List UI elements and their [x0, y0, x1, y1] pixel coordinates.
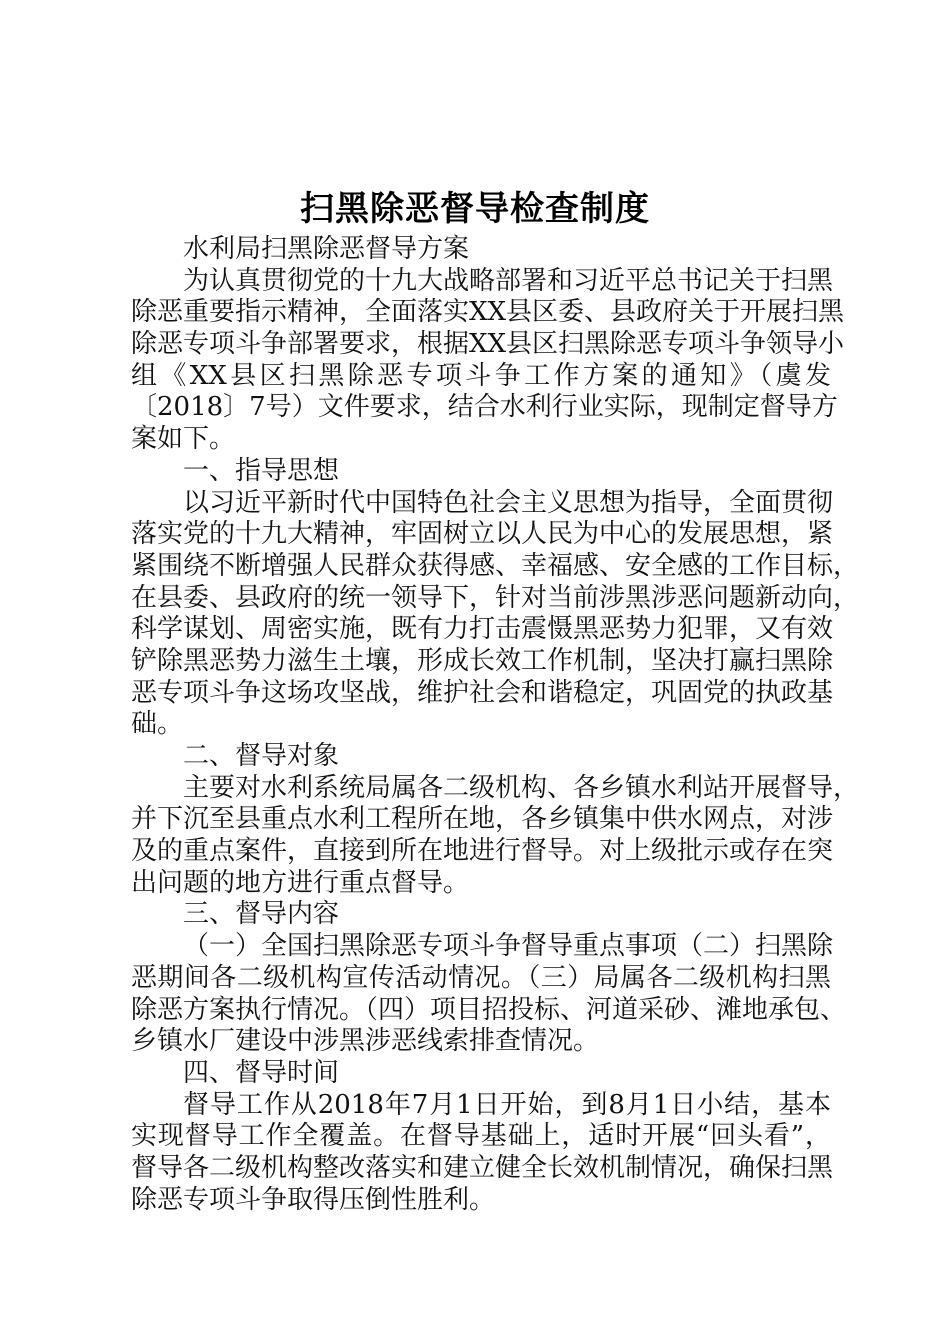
body-line: 乡镇水厂建设中涉黑涉恶线索排查情况。: [131, 1026, 600, 1057]
body-line: 主要对水利系统局属各二级机构、各乡镇水利站开展督导，: [183, 772, 860, 803]
body-line: 除恶专项斗争部署要求，根据XX县区扫黑除恶专项斗争领导小: [131, 329, 845, 360]
section-heading: 一、指导思想: [183, 455, 340, 486]
section-heading: 二、督导对象: [183, 741, 340, 771]
body-line: 实现督导工作全覆盖。在督导基础上，适时开展“回头看”，: [131, 1121, 831, 1152]
body-line: 督导工作从2018年7月1日开始，到8月1日小结，基本: [183, 1089, 831, 1120]
section-heading: 三、督导内容: [183, 899, 340, 930]
document-title: 扫黑除恶督导检查制度: [300, 189, 650, 229]
document-subtitle: 水利局扫黑除恶督导方案: [183, 234, 470, 264]
body-line: 组《XX县区扫黑除恶专项斗争工作方案的通知》（虞发: [131, 360, 831, 391]
body-line: 除恶方案执行情况。（四）项目招投标、河道采砂、滩地承包、: [131, 994, 847, 1025]
body-line: 恶期间各二级机构宣传活动情况。（三）局属各二级机构扫黑: [131, 962, 831, 993]
body-line: 督导各二级机构整改落实和建立健全长效机制情况，确保扫黑: [131, 1152, 834, 1183]
body-line: 以习近平新时代中国特色社会主义思想为指导，全面贯彻: [183, 487, 834, 518]
body-line: 案如下。: [131, 424, 236, 455]
document-body: [131, 234, 860, 1216]
body-line: 出问题的地方进行重点督导。: [131, 867, 470, 898]
body-line: 除恶重要指示精神，全面落实XX县区委、县政府关于开展扫黑: [131, 297, 845, 328]
body-line: 紧围绕不断增强人民群众获得感、幸福感、安全感的工作目标，: [131, 550, 860, 581]
body-line: 础。: [131, 709, 184, 740]
body-line: 科学谋划、周密实施，既有力打击震慑黑恶势力犯罪，又有效: [131, 614, 834, 645]
body-line: 并下沉至县重点水利工程所在地，各乡镇集中供水网点，对涉: [131, 804, 834, 835]
body-line: 〔2018〕7号）文件要求，结合水利行业实际，现制定督导方: [131, 392, 838, 423]
body-line: 除恶专项斗争取得压倒性胜利。: [131, 1184, 496, 1215]
section-heading: 四、督导时间: [183, 1057, 340, 1088]
body-line: （一）全国扫黑除恶专项斗争督导重点事项（二）扫黑除: [183, 931, 834, 962]
body-line: 为认真贯彻党的十九大战略部署和习近平总书记关于扫黑: [183, 265, 834, 296]
body-line: 在县委、县政府的统一领导下，针对当前涉黑涉恶问题新动向，: [131, 582, 860, 613]
body-line: 铲除黑恶势力滋生土壤，形成长效工作机制，坚决打赢扫黑除: [131, 645, 834, 676]
body-line: 恶专项斗争这场攻坚战，维护社会和谐稳定，巩固党的执政基: [131, 677, 834, 708]
body-line: 及的重点案件，直接到所在地进行督导。对上级批示或存在突: [131, 836, 834, 867]
body-line: 落实党的十九大精神，牢固树立以人民为中心的发展思想，紧: [131, 519, 834, 550]
